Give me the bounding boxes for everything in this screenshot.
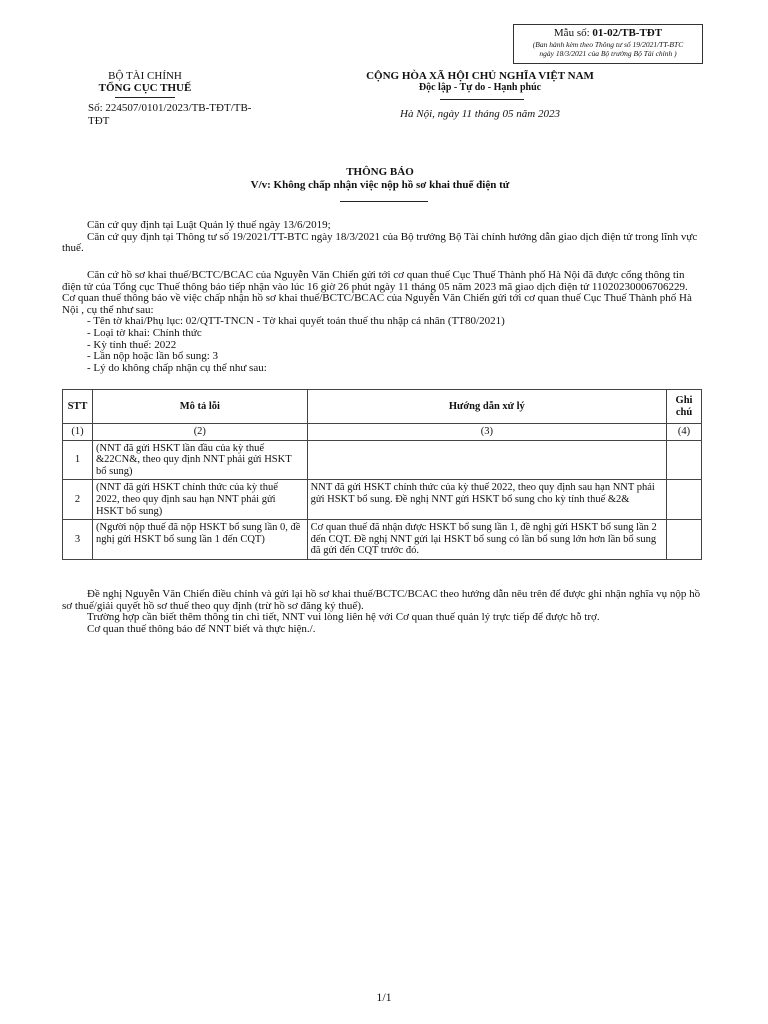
ministry-name: BỘ TÀI CHÍNH (108, 70, 182, 82)
row-guide (307, 440, 666, 480)
index-cell: (2) (92, 424, 307, 441)
row-note (667, 440, 702, 480)
legal-basis (62, 220, 702, 255)
row-error: (NNT đã gửi HSKT lần đầu của kỳ thuế &22CN&, theo quy định NNT phải gửi HSKT bổ sung) (92, 440, 307, 480)
form-code-label: Mẫu số: (553, 27, 590, 39)
index-cell: (4) (667, 424, 702, 441)
basis-2: Căn cứ quy định tại Thông tư số 19/2021/TT-BTC ngày 18/3/2021 của Bộ trưởng Bộ Tài chính hướng dẫn giao dịch điện tử trong lĩnh vực thuế. (62, 230, 698, 255)
detail-item: - Loại tờ khai: Chính thức (87, 326, 202, 339)
header-stt: STT (63, 390, 93, 424)
closing-contact: Trường hợp cần biết thêm thông tin chi tiết, NNT vui lòng liên hệ với Cơ quan thuế quản lý trực tiếp để được hỗ trợ. (87, 611, 600, 624)
detail-item: - Lần nộp hoặc lần bổ sung: 3 (87, 350, 219, 363)
page-number: 1/1 (376, 990, 392, 1004)
error-table (62, 389, 702, 560)
row-guide: NNT đã gửi HSKT chính thức của kỳ thuế 2022, theo quy định sau hạn NNT phải gửi HSKT bổ sung. Đề nghị NNT gửi HSKT bổ sung cho kỳ tính thuế &2& (307, 480, 666, 520)
header-note: Ghi chú (667, 390, 702, 424)
index-cell: (1) (63, 424, 93, 441)
basis-1: Căn cứ quy định tại Luật Quản lý thuế ngày 13/6/2019; (87, 219, 331, 231)
row-error: (Người nộp thuế đã nộp HSKT bổ sung lần 0, đề nghị gửi HSKT bổ sung lần 1 đến CQT) (92, 520, 307, 560)
document-number-line-2: TĐT (88, 115, 110, 127)
form-number-box (513, 24, 703, 64)
closing-notice: Cơ quan thuế thông báo để NNT biết và thực hiện./. (87, 622, 316, 635)
header-guide: Hướng dẫn xử lý (307, 390, 666, 424)
table-row (63, 480, 702, 520)
row-guide: Cơ quan thuế đã nhận được HSKT bổ sung lần 1, đề nghị gửi HSKT bổ sung lần 2 đến CQT. Đề nghị NNT gửi lại HSKT bổ sung có lần bổ sung lớn hơn lần bổ sung đã gửi đến CQT trước đó. (307, 520, 666, 560)
table-row (63, 440, 702, 480)
motto-underline (440, 99, 524, 100)
header-error: Mô tả lỗi (92, 390, 307, 424)
agency-underline (115, 97, 175, 98)
row-stt: 3 (63, 520, 93, 560)
nation-header (330, 70, 630, 94)
notice-title (150, 166, 610, 192)
department-name: TỔNG CỤC THUẾ (98, 82, 192, 94)
row-note (667, 480, 702, 520)
detail-item: - Kỳ tính thuế: 2022 (87, 338, 177, 351)
table-index-row (63, 424, 702, 441)
table-row (63, 520, 702, 560)
table-header-row (63, 390, 702, 424)
closing-block (62, 589, 702, 635)
agency-header (70, 70, 220, 94)
detail-item: - Tên tờ khai/Phụ lục: 02/QTT-TNCN - Tờ khai quyết toán thuế thu nhập cá nhân (TT80/2021) (87, 315, 505, 328)
form-code: 01-02/TB-TĐT (592, 27, 663, 39)
closing-request: Đề nghị Nguyễn Văn Chiến điều chỉnh và gửi lại hồ sơ khai thuế/BCTC/BCAC theo hướng dẫn nêu trên để được ghi nhận nghĩa vụ nộp hồ sơ thuế/giải quyết hồ sơ thuế theo quy định (trừ hồ sơ đăng ký thuế). (62, 588, 701, 612)
document-number-line-1: Số: 224507/0101/2023/TB-TĐT/TB- (88, 102, 252, 114)
notice-title-main: THÔNG BÁO (346, 166, 414, 178)
title-underline (340, 201, 428, 202)
form-note-1: (Ban hành kèm theo Thông tư số 19/2021/TT-BTC (532, 40, 684, 49)
nation-motto: Độc lập - Tự do - Hạnh phúc (418, 82, 542, 93)
row-stt: 2 (63, 480, 93, 520)
issue-date: Hà Nội, ngày 11 tháng 05 năm 2023 (400, 108, 560, 120)
notice-subject: V/v: Không chấp nhận việc nộp hồ sơ khai thuế điện tử (250, 179, 510, 191)
nation-name: CỘNG HÒA XÃ HỘI CHỦ NGHĨA VIỆT NAM (366, 70, 594, 82)
row-note (667, 520, 702, 560)
main-paragraph-block (62, 270, 702, 374)
row-stt: 1 (63, 440, 93, 480)
detail-item: - Lý do không chấp nhận cụ thể như sau: (87, 361, 267, 374)
row-error: (NNT đã gửi HSKT chính thức của kỳ thuế 2022, theo quy định sau hạn NNT phải gửi HSKT bổ sung) (92, 480, 307, 520)
form-note-2: ngày 18/3/2021 của Bộ trưởng Bộ Tài chính ) (539, 49, 677, 58)
form-code-line (514, 27, 702, 40)
document-number (88, 102, 268, 128)
index-cell: (3) (307, 424, 666, 441)
main-paragraph: Căn cứ hồ sơ khai thuế/BCTC/BCAC của Nguyễn Văn Chiến gửi tới cơ quan thuế Cục Thuế Thành phố Hà Nội đã được cổng thông tin điện tử của Tổng cục Thuế thông báo tiếp nhận vào lúc 16 giờ 26 phút ngày 11 tháng 05 năm 2023 mã giao dịch điện tử 11020230006706229. Cơ quan thuế thông báo về việc chấp nhận hồ sơ khai thuế/BCTC/BCAC của Nguyễn Văn Chiến gửi tới cơ quan thuế Cục Thuế Thành phố Hà Nội , cụ thể như sau: (62, 269, 692, 316)
